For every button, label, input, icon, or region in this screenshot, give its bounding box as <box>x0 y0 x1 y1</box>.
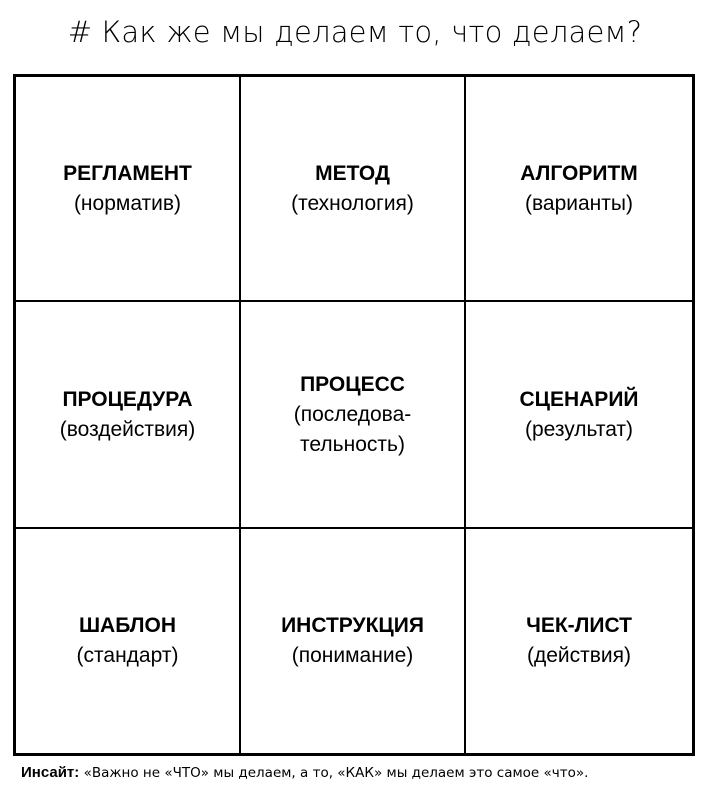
grid-cell-metod <box>241 77 466 302</box>
cell-title: СЦЕНАРИЙ <box>519 387 639 411</box>
grid-cell-protsess <box>241 302 466 529</box>
insight-text: «Важно не «ЧТО» мы делаем, а то, «КАК» мы делаем это самое «что». <box>83 765 589 781</box>
insight-footer <box>21 763 588 783</box>
cell-title: ЧЕК-ЛИСТ <box>526 614 632 637</box>
grid-cell-algoritm <box>466 77 692 302</box>
cell-subtitle: (действия) <box>526 644 632 667</box>
cell-title: ПРОЦЕСС <box>300 372 405 396</box>
cell-title: ИНСТРУКЦИЯ <box>281 614 424 637</box>
cell-subtitle: (последова- тельность) <box>293 402 412 456</box>
grid-cell-shablon <box>16 529 241 753</box>
cell-subtitle: (технология) <box>291 191 414 215</box>
grid-cell-chek-list <box>466 529 692 753</box>
cell-title: ПРОЦЕДУРА <box>62 387 193 411</box>
grid-cell-stsenariy <box>466 302 692 529</box>
cell-subtitle: (понимание) <box>291 644 414 667</box>
cell-title: ШАБЛОН <box>78 614 177 637</box>
grid-cell-instruktsiya <box>241 529 466 753</box>
cell-title: МЕТОД <box>315 161 390 185</box>
cell-subtitle: (варианты) <box>525 191 633 215</box>
page-title: # Как же мы делаем то, что делаем? <box>67 15 643 49</box>
cell-subtitle: (результат) <box>524 417 634 441</box>
cell-subtitle: (норматив) <box>73 191 182 215</box>
cell-subtitle: (стандарт) <box>76 644 179 667</box>
cell-subtitle: (воздействия) <box>59 417 196 441</box>
cell-title: РЕГЛАМЕНТ <box>63 161 192 185</box>
grid-cell-reglament <box>16 77 241 302</box>
insight-label: Инсайт: <box>21 764 80 781</box>
grid-cell-protsedura <box>16 302 241 529</box>
concept-grid <box>13 74 695 756</box>
cell-title: АЛГОРИТМ <box>520 161 638 185</box>
